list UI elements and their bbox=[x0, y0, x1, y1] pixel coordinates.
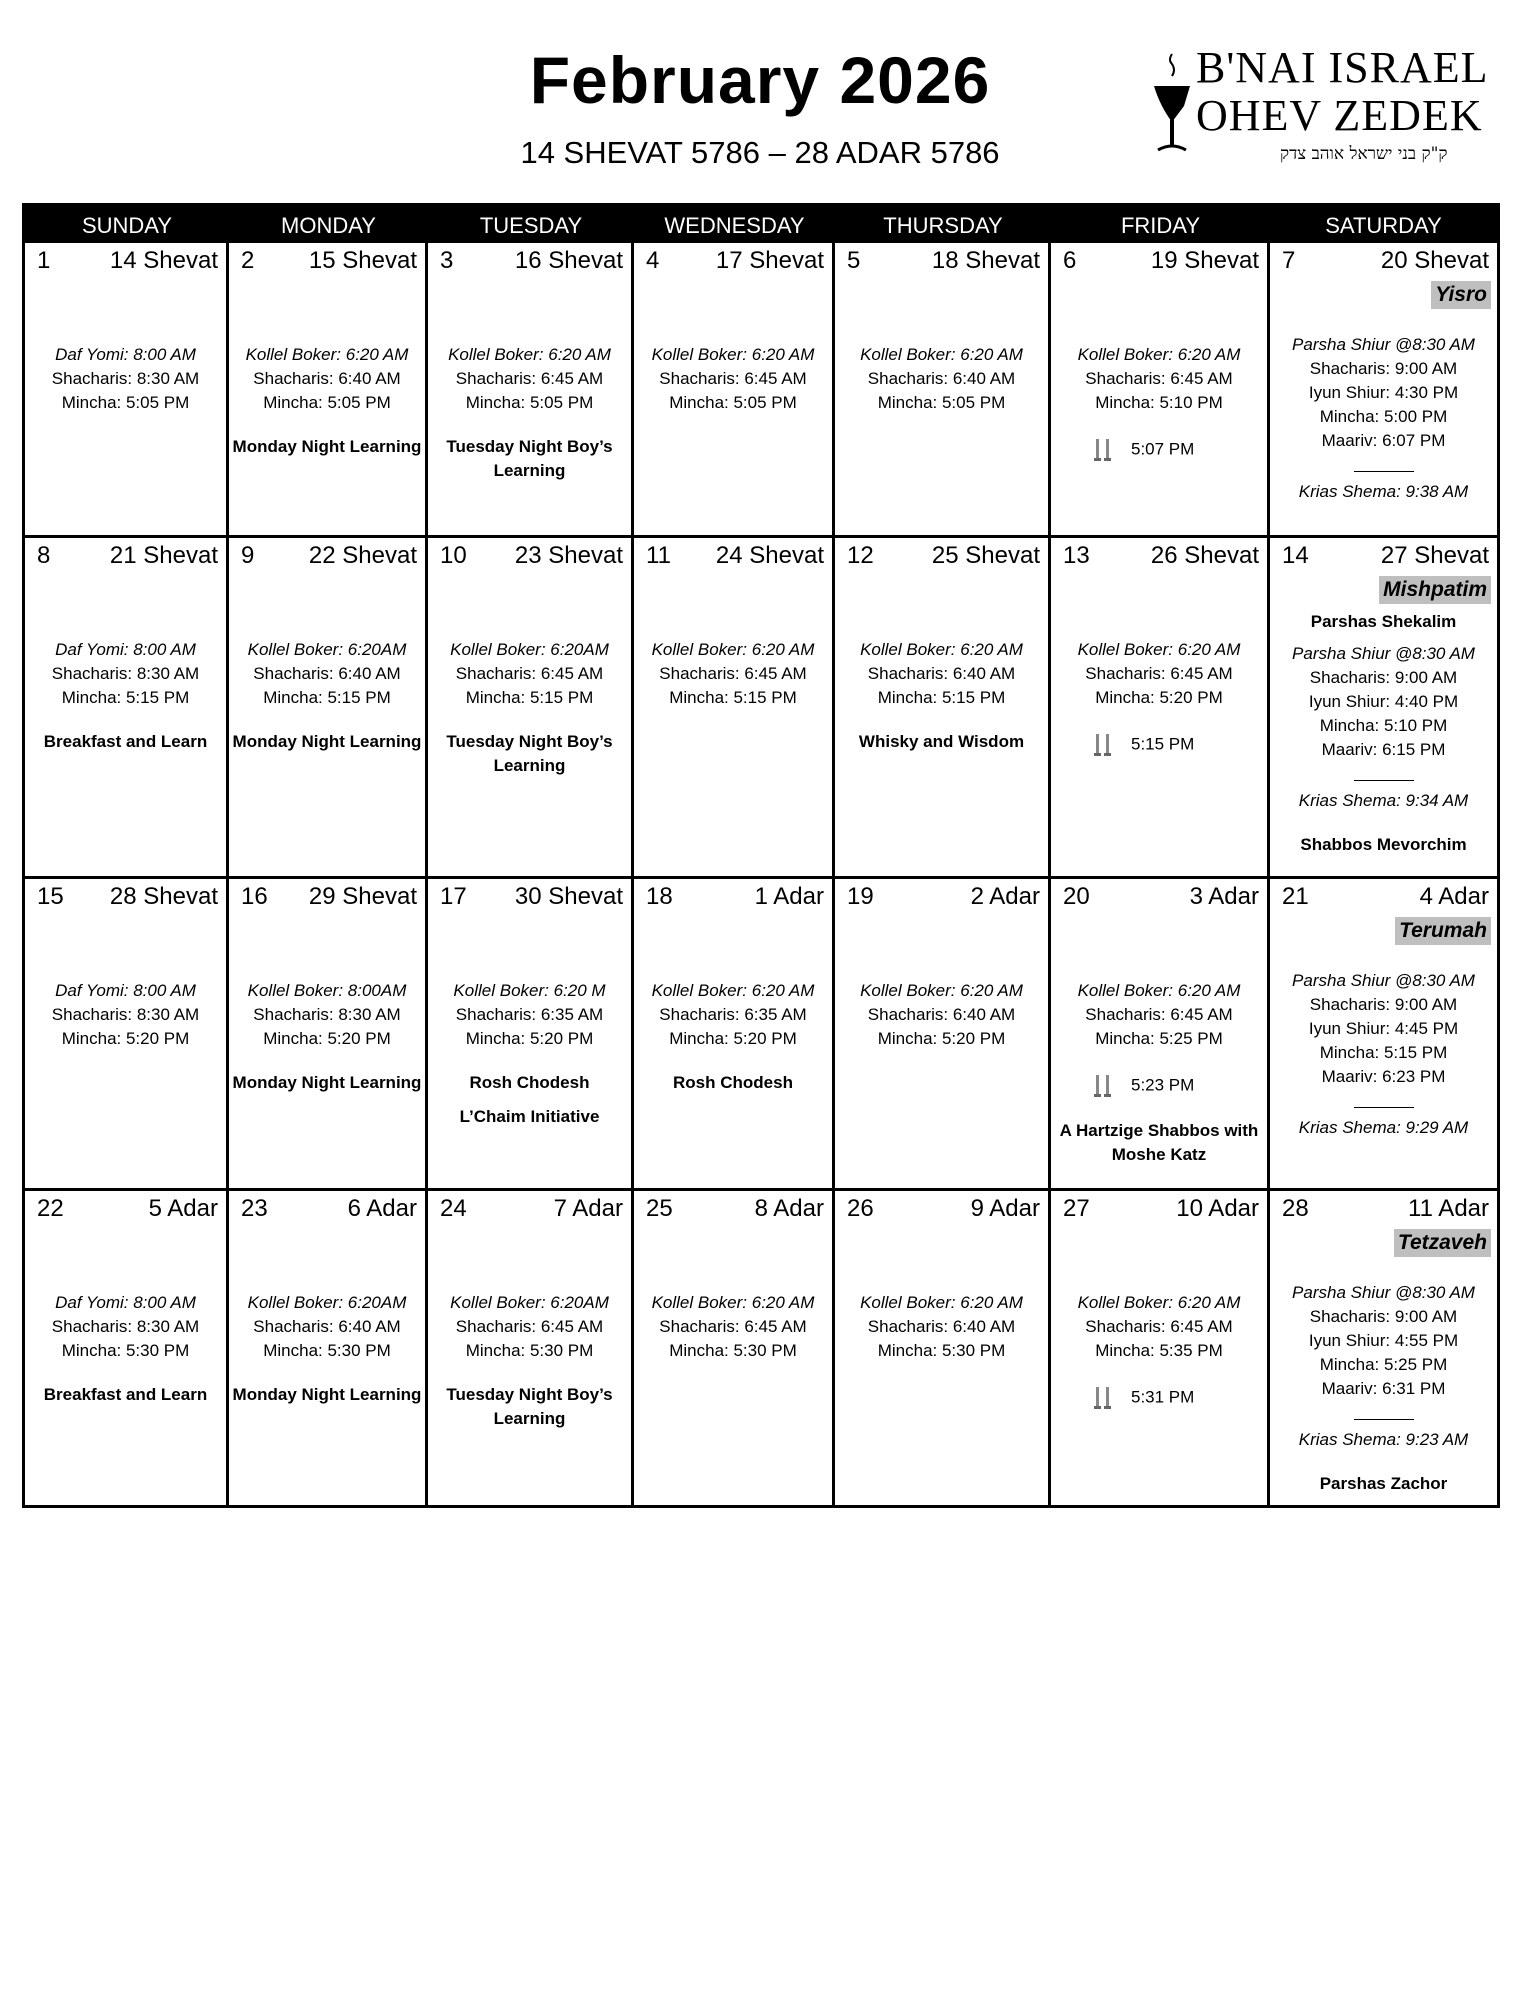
day-schedule bbox=[634, 979, 832, 1095]
schedule-line: Shacharis: 6:40 AM bbox=[867, 664, 1016, 683]
parsha-name: Tetzaveh bbox=[1394, 1229, 1491, 1257]
hebrew-date: 8 Adar bbox=[754, 1195, 824, 1222]
day-schedule bbox=[835, 638, 1048, 754]
schedule-line: Shacharis: 9:00 AM bbox=[1309, 359, 1458, 378]
schedule-line: Kollel Boker: 6:20 AM bbox=[651, 981, 815, 1000]
day-cell-16 bbox=[229, 879, 428, 1191]
day-number: 20 bbox=[1063, 883, 1090, 910]
day-number: 23 bbox=[241, 1195, 268, 1222]
schedule-line: Shacharis: 9:00 AM bbox=[1309, 995, 1458, 1014]
schedule-line: Maariv: 6:23 PM bbox=[1321, 1067, 1446, 1086]
schedule-line: Mincha: 5:30 PM bbox=[263, 1341, 391, 1360]
schedule-line: Shacharis: 9:00 AM bbox=[1309, 668, 1458, 687]
schedule-line: Kollel Boker: 6:20 AM bbox=[1077, 640, 1241, 659]
day-cell-28 bbox=[1270, 1191, 1497, 1505]
day-cell-8 bbox=[25, 538, 229, 879]
day-cell-24 bbox=[428, 1191, 634, 1505]
schedule-line: Shacharis: 8:30 AM bbox=[51, 664, 200, 683]
hebrew-date: 14 Shevat bbox=[109, 247, 218, 274]
hebrew-date: 25 Shevat bbox=[931, 542, 1040, 569]
day-schedule bbox=[835, 343, 1048, 415]
schedule-line: Kollel Boker: 6:20AM bbox=[247, 640, 407, 659]
hebrew-date: 18 Shevat bbox=[931, 247, 1040, 274]
synagogue-logo bbox=[1150, 43, 1490, 176]
day-cell-23 bbox=[229, 1191, 428, 1505]
schedule-line: Mincha: 5:05 PM bbox=[877, 393, 1006, 412]
schedule-line: Maariv: 6:31 PM bbox=[1321, 1379, 1446, 1398]
parsha-name: Yisro bbox=[1431, 281, 1491, 309]
hebrew-date: 15 Shevat bbox=[308, 247, 417, 274]
schedule-line: Parsha Shiur @8:30 AM bbox=[1292, 1283, 1475, 1302]
day-number: 11 bbox=[646, 542, 671, 569]
day-schedule bbox=[229, 638, 425, 754]
schedule-line: Mincha: 5:30 PM bbox=[61, 1341, 190, 1360]
hebrew-date-range: 14 SHEVAT 5786 – 28 ADAR 5786 bbox=[520, 135, 1000, 170]
day-number: 14 bbox=[1282, 542, 1309, 569]
day-cell-20 bbox=[1051, 879, 1270, 1191]
calendar-days bbox=[25, 243, 1497, 1505]
schedule-line: Shacharis: 6:45 AM bbox=[1085, 369, 1233, 388]
candles-icon bbox=[1091, 1385, 1117, 1411]
day-schedule bbox=[1270, 610, 1497, 857]
parsha-name: Mishpatim bbox=[1379, 576, 1491, 604]
day-schedule bbox=[634, 638, 832, 710]
weekday-thursday: THURSDAY bbox=[883, 213, 1003, 238]
schedule-line: Shacharis: 6:45 AM bbox=[659, 664, 807, 683]
day-schedule bbox=[25, 343, 226, 415]
schedule-line: Kollel Boker: 6:20 AM bbox=[1077, 981, 1241, 1000]
day-number: 3 bbox=[440, 247, 454, 274]
schedule-line: Mincha: 5:05 PM bbox=[465, 393, 594, 412]
day-number: 15 bbox=[37, 883, 64, 910]
day-number: 1 bbox=[37, 247, 51, 274]
schedule-line: Mincha: 5:05 PM bbox=[61, 393, 190, 412]
hebrew-date: 6 Adar bbox=[347, 1195, 417, 1222]
schedule-line: Shacharis: 6:40 AM bbox=[253, 369, 401, 388]
schedule-line: Mincha: 5:35 PM bbox=[1095, 1341, 1223, 1360]
schedule-line: Kollel Boker: 6:20 AM bbox=[1077, 345, 1241, 364]
day-number: 6 bbox=[1063, 247, 1077, 274]
day-cell-12 bbox=[835, 538, 1051, 879]
page-title: February 2026 bbox=[529, 43, 991, 117]
day-cell-17 bbox=[428, 879, 634, 1191]
day-number: 16 bbox=[241, 883, 268, 910]
day-number: 9 bbox=[241, 542, 255, 569]
schedule-line: Mincha: 5:20 PM bbox=[465, 1029, 594, 1048]
candle-lighting-time: 5:23 PM bbox=[1131, 1075, 1195, 1095]
hebrew-date: 4 Adar bbox=[1419, 883, 1489, 910]
candles-icon bbox=[1091, 437, 1117, 463]
schedule-line: Mincha: 5:15 PM bbox=[877, 688, 1006, 707]
weekday-monday: MONDAY bbox=[281, 213, 376, 238]
schedule-line: Shacharis: 6:45 AM bbox=[455, 664, 604, 683]
divider bbox=[1354, 780, 1414, 781]
schedule-line: Mincha: 5:30 PM bbox=[877, 1341, 1006, 1360]
hebrew-date: 20 Shevat bbox=[1380, 247, 1489, 274]
schedule-line: Shacharis: 6:40 AM bbox=[253, 1317, 401, 1336]
day-number: 7 bbox=[1282, 247, 1296, 274]
weekday-header bbox=[25, 206, 1497, 243]
schedule-line: Shacharis: 6:45 AM bbox=[1085, 664, 1233, 683]
parsha-name: Terumah bbox=[1395, 917, 1491, 945]
weekday-saturday: SATURDAY bbox=[1325, 213, 1442, 238]
schedule-line: Krias Shema: 9:23 AM bbox=[1298, 1430, 1469, 1449]
weekday-friday: FRIDAY bbox=[1120, 213, 1201, 238]
day-cell-15 bbox=[25, 879, 229, 1191]
hebrew-date: 19 Shevat bbox=[1150, 247, 1259, 274]
day-cell-22 bbox=[25, 1191, 229, 1505]
day-number: 24 bbox=[440, 1195, 467, 1222]
hebrew-date: 28 Shevat bbox=[109, 883, 218, 910]
day-schedule bbox=[1270, 1281, 1497, 1496]
event-label: Monday Night Learning bbox=[232, 1073, 422, 1092]
day-cell-21 bbox=[1270, 879, 1497, 1191]
hebrew-date: 24 Shevat bbox=[715, 542, 824, 569]
event-label: L’Chaim Initiative bbox=[459, 1107, 600, 1126]
schedule-line: Shacharis: 6:40 AM bbox=[867, 369, 1016, 388]
candle-lighting bbox=[1051, 1385, 1267, 1411]
day-cell-25 bbox=[634, 1191, 835, 1505]
schedule-line: Kollel Boker: 6:20 AM bbox=[245, 345, 409, 364]
schedule-line: Shacharis: 8:30 AM bbox=[51, 1005, 200, 1024]
schedule-line: Mincha: 5:15 PM bbox=[1319, 1043, 1448, 1062]
schedule-line: Mincha: 5:15 PM bbox=[669, 688, 797, 707]
schedule-line: Kollel Boker: 6:20AM bbox=[450, 1293, 609, 1312]
schedule-line: Parsha Shiur @8:30 AM bbox=[1292, 335, 1475, 354]
schedule-line: Mincha: 5:20 PM bbox=[877, 1029, 1006, 1048]
special-note: Parshas Shekalim bbox=[1310, 612, 1457, 631]
day-schedule bbox=[25, 979, 226, 1051]
day-schedule bbox=[1051, 1291, 1267, 1411]
candle-lighting-time: 5:15 PM bbox=[1131, 734, 1195, 754]
day-number: 19 bbox=[847, 883, 874, 910]
candle-lighting bbox=[1051, 1073, 1267, 1099]
schedule-line: Daf Yomi: 8:00 AM bbox=[55, 981, 196, 1000]
schedule-line: Kollel Boker: 6:20 AM bbox=[651, 1293, 815, 1312]
day-number: 8 bbox=[37, 542, 51, 569]
menorah-logo-icon bbox=[1150, 46, 1194, 156]
divider bbox=[1354, 471, 1414, 472]
hebrew-date: 7 Adar bbox=[553, 1195, 623, 1222]
day-cell-7 bbox=[1270, 243, 1497, 538]
hebrew-date: 16 Shevat bbox=[514, 247, 623, 274]
hebrew-date: 3 Adar bbox=[1189, 883, 1259, 910]
day-schedule bbox=[1051, 638, 1267, 758]
day-schedule bbox=[634, 343, 832, 415]
schedule-line: Krias Shema: 9:38 AM bbox=[1298, 482, 1469, 501]
day-schedule bbox=[634, 1291, 832, 1363]
schedule-line: Kollel Boker: 6:20AM bbox=[450, 640, 609, 659]
day-cell-18 bbox=[634, 879, 835, 1191]
schedule-line: Shacharis: 6:35 AM bbox=[659, 1005, 807, 1024]
day-number: 10 bbox=[440, 542, 467, 569]
schedule-line: Kollel Boker: 6:20 AM bbox=[1077, 1293, 1241, 1312]
day-number: 12 bbox=[847, 542, 874, 569]
logo-line-1: B'NAI ISRAEL bbox=[1196, 43, 1489, 92]
schedule-line: Kollel Boker: 6:20AM bbox=[247, 1293, 407, 1312]
schedule-line: Mincha: 5:20 PM bbox=[1095, 688, 1223, 707]
schedule-line: Krias Shema: 9:34 AM bbox=[1298, 791, 1469, 810]
day-number: 21 bbox=[1282, 883, 1309, 910]
schedule-line: Shacharis: 6:40 AM bbox=[867, 1005, 1016, 1024]
hebrew-date: 23 Shevat bbox=[514, 542, 623, 569]
schedule-line: Parsha Shiur @8:30 AM bbox=[1292, 971, 1475, 990]
day-schedule bbox=[1051, 343, 1267, 463]
schedule-line: Shacharis: 9:00 AM bbox=[1309, 1307, 1458, 1326]
candles-icon bbox=[1091, 732, 1117, 758]
schedule-line: Iyun Shiur: 4:45 PM bbox=[1308, 1019, 1459, 1038]
schedule-line: Shacharis: 8:30 AM bbox=[51, 369, 200, 388]
candle-lighting bbox=[1051, 732, 1267, 758]
schedule-line: Iyun Shiur: 4:40 PM bbox=[1308, 692, 1459, 711]
hebrew-date: 22 Shevat bbox=[308, 542, 417, 569]
day-cell-26 bbox=[835, 1191, 1051, 1505]
day-cell-11 bbox=[634, 538, 835, 879]
schedule-line: Mincha: 5:20 PM bbox=[669, 1029, 797, 1048]
day-number: 4 bbox=[646, 247, 660, 274]
schedule-line: Mincha: 5:30 PM bbox=[669, 1341, 797, 1360]
day-schedule bbox=[229, 343, 425, 459]
hebrew-date: 21 Shevat bbox=[109, 542, 218, 569]
schedule-line: Shacharis: 6:45 AM bbox=[455, 369, 604, 388]
schedule-line: Daf Yomi: 8:00 AM bbox=[55, 1293, 196, 1312]
candle-lighting bbox=[1051, 437, 1267, 463]
schedule-line: Mincha: 5:25 PM bbox=[1095, 1029, 1223, 1048]
schedule-line: Krias Shema: 9:29 AM bbox=[1298, 1118, 1469, 1137]
event-label: A Hartzige Shabbos with Moshe Katz bbox=[1059, 1121, 1259, 1164]
schedule-line: Mincha: 5:05 PM bbox=[263, 393, 391, 412]
schedule-line: Shacharis: 6:45 AM bbox=[1085, 1317, 1233, 1336]
day-number: 5 bbox=[847, 247, 861, 274]
day-number: 27 bbox=[1063, 1195, 1090, 1222]
event-label: Parshas Zachor bbox=[1319, 1474, 1448, 1493]
hebrew-date: 2 Adar bbox=[970, 883, 1040, 910]
schedule-line: Shacharis: 8:30 AM bbox=[51, 1317, 200, 1336]
schedule-line: Kollel Boker: 6:20 AM bbox=[860, 1293, 1023, 1312]
calendar-grid bbox=[22, 203, 1500, 1508]
event-label: Shabbos Mevorchim bbox=[1300, 835, 1467, 854]
day-schedule bbox=[835, 1291, 1048, 1363]
hebrew-date: 29 Shevat bbox=[308, 883, 417, 910]
event-label: Rosh Chodesh bbox=[673, 1073, 793, 1092]
event-label: Breakfast and Learn bbox=[43, 732, 208, 751]
schedule-line: Mincha: 5:20 PM bbox=[61, 1029, 190, 1048]
schedule-line: Mincha: 5:15 PM bbox=[61, 688, 190, 707]
candle-lighting-time: 5:31 PM bbox=[1131, 1387, 1195, 1407]
schedule-line: Kollel Boker: 6:20 AM bbox=[860, 640, 1023, 659]
hebrew-date: 10 Adar bbox=[1176, 1195, 1259, 1222]
hebrew-date: 1 Adar bbox=[754, 883, 824, 910]
schedule-line: Shacharis: 8:30 AM bbox=[253, 1005, 401, 1024]
day-schedule bbox=[25, 1291, 226, 1407]
schedule-line: Daf Yomi: 8:00 AM bbox=[55, 345, 196, 364]
hebrew-date: 26 Shevat bbox=[1150, 542, 1259, 569]
schedule-line: Mincha: 5:05 PM bbox=[669, 393, 797, 412]
day-number: 17 bbox=[440, 883, 467, 910]
day-cell-13 bbox=[1051, 538, 1270, 879]
event-label: Breakfast and Learn bbox=[43, 1385, 208, 1404]
schedule-line: Mincha: 5:25 PM bbox=[1319, 1355, 1448, 1374]
schedule-line: Iyun Shiur: 4:55 PM bbox=[1308, 1331, 1459, 1350]
schedule-line: Shacharis: 6:35 AM bbox=[455, 1005, 604, 1024]
schedule-line: Kollel Boker: 6:20 AM bbox=[448, 345, 611, 364]
day-number: 28 bbox=[1282, 1195, 1309, 1222]
schedule-line: Mincha: 5:20 PM bbox=[263, 1029, 391, 1048]
day-cell-5 bbox=[835, 243, 1051, 538]
day-schedule bbox=[428, 343, 631, 483]
event-label: Tuesday Night Boy’s Learning bbox=[446, 1385, 613, 1428]
divider bbox=[1354, 1419, 1414, 1420]
hebrew-date: 9 Adar bbox=[970, 1195, 1040, 1222]
day-schedule bbox=[1051, 979, 1267, 1167]
day-cell-2 bbox=[229, 243, 428, 538]
event-label: Rosh Chodesh bbox=[469, 1073, 590, 1092]
schedule-line: Maariv: 6:07 PM bbox=[1321, 431, 1446, 450]
day-cell-3 bbox=[428, 243, 634, 538]
day-number: 18 bbox=[646, 883, 673, 910]
schedule-line: Kollel Boker: 6:20 AM bbox=[651, 345, 815, 364]
schedule-line: Mincha: 5:00 PM bbox=[1319, 407, 1448, 426]
day-cell-19 bbox=[835, 879, 1051, 1191]
candle-lighting-time: 5:07 PM bbox=[1131, 439, 1195, 459]
schedule-line: Mincha: 5:10 PM bbox=[1095, 393, 1223, 412]
schedule-line: Daf Yomi: 8:00 AM bbox=[55, 640, 196, 659]
day-cell-6 bbox=[1051, 243, 1270, 538]
logo-hebrew: ק"ק בני ישראל אוהב צדק bbox=[1280, 144, 1448, 164]
day-schedule bbox=[229, 979, 425, 1095]
hebrew-date: 5 Adar bbox=[148, 1195, 218, 1222]
schedule-line: Mincha: 5:10 PM bbox=[1319, 716, 1448, 735]
schedule-line: Shacharis: 6:40 AM bbox=[253, 664, 401, 683]
weekday-wednesday: WEDNESDAY bbox=[664, 213, 805, 238]
schedule-line: Shacharis: 6:45 AM bbox=[659, 1317, 807, 1336]
event-label: Monday Night Learning bbox=[232, 437, 422, 456]
day-number: 22 bbox=[37, 1195, 64, 1222]
schedule-line: Kollel Boker: 6:20 M bbox=[453, 981, 606, 1000]
day-cell-9 bbox=[229, 538, 428, 879]
day-number: 26 bbox=[847, 1195, 874, 1222]
schedule-line: Mincha: 5:15 PM bbox=[465, 688, 594, 707]
schedule-line: Parsha Shiur @8:30 AM bbox=[1292, 644, 1475, 663]
day-schedule bbox=[25, 638, 226, 754]
day-schedule bbox=[428, 1291, 631, 1431]
event-label: Whisky and Wisdom bbox=[858, 732, 1025, 751]
day-number: 13 bbox=[1063, 542, 1090, 569]
schedule-line: Kollel Boker: 6:20 AM bbox=[860, 345, 1023, 364]
day-schedule bbox=[428, 979, 631, 1129]
day-schedule bbox=[1270, 333, 1497, 504]
candles-icon bbox=[1091, 1073, 1117, 1099]
divider bbox=[1354, 1107, 1414, 1108]
hebrew-date: 27 Shevat bbox=[1380, 542, 1489, 569]
day-schedule bbox=[1270, 969, 1497, 1140]
event-label: Monday Night Learning bbox=[232, 732, 422, 751]
schedule-line: Kollel Boker: 8:00AM bbox=[247, 981, 407, 1000]
schedule-line: Mincha: 5:15 PM bbox=[263, 688, 391, 707]
schedule-line: Shacharis: 6:40 AM bbox=[867, 1317, 1016, 1336]
event-label: Tuesday Night Boy’s Learning bbox=[446, 732, 613, 775]
weekday-sunday: SUNDAY bbox=[81, 213, 173, 238]
hebrew-date: 17 Shevat bbox=[715, 247, 824, 274]
day-cell-27 bbox=[1051, 1191, 1270, 1505]
schedule-line: Mincha: 5:30 PM bbox=[465, 1341, 594, 1360]
day-schedule bbox=[229, 1291, 425, 1407]
day-cell-4 bbox=[634, 243, 835, 538]
day-schedule bbox=[835, 979, 1048, 1051]
schedule-line: Maariv: 6:15 PM bbox=[1321, 740, 1446, 759]
event-label: Monday Night Learning bbox=[232, 1385, 422, 1404]
schedule-line: Iyun Shiur: 4:30 PM bbox=[1308, 383, 1459, 402]
event-label: Tuesday Night Boy’s Learning bbox=[446, 437, 613, 480]
schedule-line: Shacharis: 6:45 AM bbox=[1085, 1005, 1233, 1024]
day-cell-10 bbox=[428, 538, 634, 879]
schedule-line: Shacharis: 6:45 AM bbox=[455, 1317, 604, 1336]
hebrew-date: 11 Adar bbox=[1408, 1195, 1489, 1222]
day-number: 2 bbox=[241, 247, 255, 274]
schedule-line: Shacharis: 6:45 AM bbox=[659, 369, 807, 388]
day-cell-14 bbox=[1270, 538, 1497, 879]
logo-line-2: OHEV ZEDEK bbox=[1196, 91, 1483, 140]
weekday-tuesday: TUESDAY bbox=[479, 213, 583, 238]
day-cell-1 bbox=[25, 243, 229, 538]
day-number: 25 bbox=[646, 1195, 673, 1222]
schedule-line: Kollel Boker: 6:20 AM bbox=[651, 640, 815, 659]
hebrew-date: 30 Shevat bbox=[514, 883, 623, 910]
day-schedule bbox=[428, 638, 631, 778]
schedule-line: Kollel Boker: 6:20 AM bbox=[860, 981, 1023, 1000]
